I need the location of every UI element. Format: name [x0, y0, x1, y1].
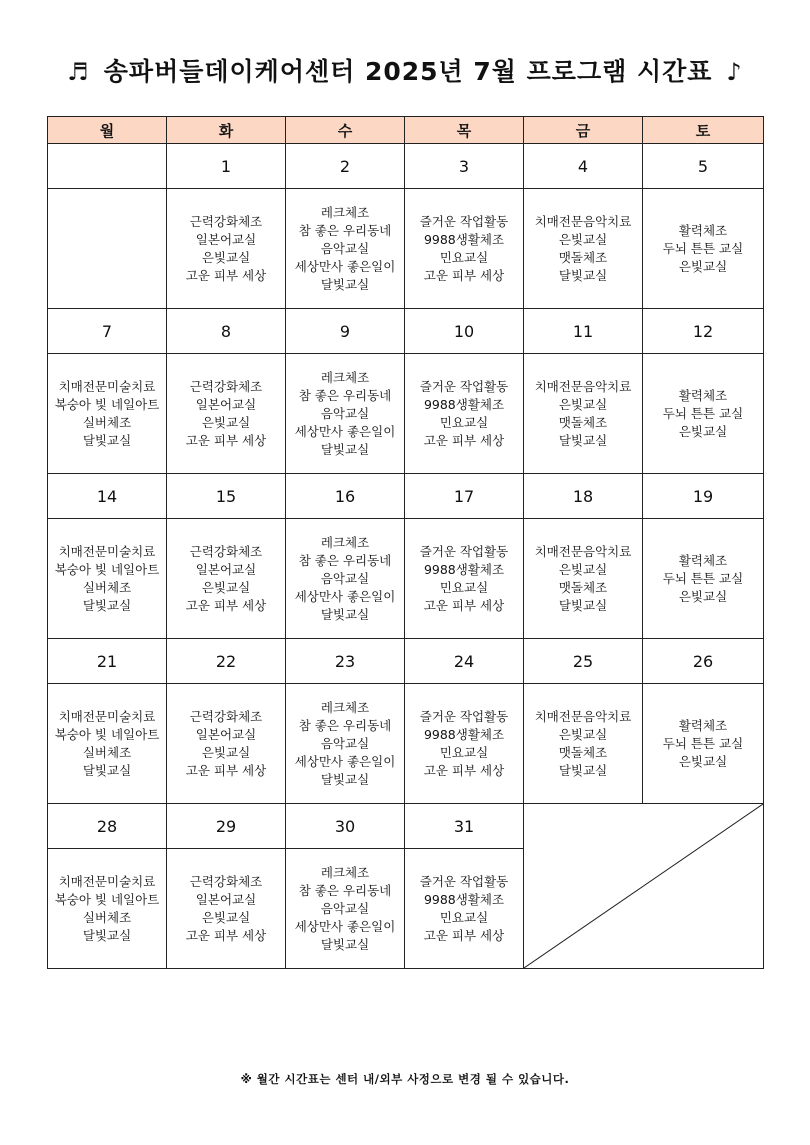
program-item: 고운 피부 세상	[423, 432, 505, 448]
program-item: 은빛교실	[201, 414, 251, 430]
date-cell: 9	[286, 309, 405, 354]
program-item: 복숭아 빛 네일아트	[54, 561, 160, 577]
program-cell	[524, 354, 643, 474]
program-cell	[167, 189, 286, 309]
program-item: 치매전문음악치료	[534, 708, 632, 724]
program-cell	[524, 519, 643, 639]
program-cell	[524, 189, 643, 309]
program-item: 민요교실	[439, 909, 489, 925]
date-cell: 12	[643, 309, 764, 354]
program-item: 두뇌 튼튼 교실	[662, 405, 744, 421]
program-cell	[48, 849, 167, 969]
date-cell: 16	[286, 474, 405, 519]
program-item: 고운 피부 세상	[423, 597, 505, 613]
date-cell: 2	[286, 144, 405, 189]
program-item: 레크체조	[320, 699, 370, 715]
program-cell	[286, 189, 405, 309]
program-item: 복숭아 빛 네일아트	[54, 891, 160, 907]
date-cell: 24	[405, 639, 524, 684]
date-cell: 25	[524, 639, 643, 684]
date-cell: 21	[48, 639, 167, 684]
program-item: 맷돌체조	[558, 249, 608, 265]
program-item: 맷돌체조	[558, 744, 608, 760]
title-text: 송파버들데이케어센터 2025년 7월 프로그램 시간표	[103, 57, 713, 86]
diagonal-line	[524, 804, 763, 968]
program-item: 즐거운 작업활동	[419, 873, 509, 889]
program-item: 즐거운 작업활동	[419, 708, 509, 724]
date-row	[48, 804, 764, 849]
date-row	[48, 144, 764, 189]
program-cell	[405, 189, 524, 309]
program-item: 실버체조	[82, 579, 132, 595]
program-item: 고운 피부 세상	[185, 267, 267, 283]
program-item: 참 좋은 우리동네	[298, 717, 392, 733]
date-row	[48, 639, 764, 684]
empty-diagonal-cell	[524, 804, 764, 969]
weekday-header-fri: 금	[524, 117, 643, 144]
date-cell	[48, 144, 167, 189]
program-item: 9988생활체조	[423, 891, 505, 907]
program-item: 실버체조	[82, 414, 132, 430]
program-item: 즐거운 작업활동	[419, 378, 509, 394]
program-item: 활력체조	[678, 222, 728, 238]
program-cell	[643, 519, 764, 639]
program-item: 은빛교실	[678, 258, 728, 274]
program-item: 두뇌 튼튼 교실	[662, 240, 744, 256]
program-item: 레크체조	[320, 864, 370, 880]
program-item: 달빛교실	[320, 606, 370, 622]
program-cell	[405, 519, 524, 639]
program-item: 달빛교실	[82, 927, 132, 943]
program-item: 치매전문미술치료	[58, 873, 156, 889]
date-cell: 11	[524, 309, 643, 354]
program-item: 세상만사 좋은일이	[294, 423, 396, 439]
weekday-header-sat: 토	[643, 117, 764, 144]
program-item: 은빛교실	[678, 753, 728, 769]
weekday-header-thu: 목	[405, 117, 524, 144]
program-item: 고운 피부 세상	[185, 597, 267, 613]
program-cell	[167, 519, 286, 639]
date-cell: 10	[405, 309, 524, 354]
program-item: 레크체조	[320, 204, 370, 220]
program-cell	[167, 684, 286, 804]
date-cell: 23	[286, 639, 405, 684]
program-cell	[286, 849, 405, 969]
date-cell: 28	[48, 804, 167, 849]
program-item: 음악교실	[320, 735, 370, 751]
date-cell: 18	[524, 474, 643, 519]
program-item: 실버체조	[82, 744, 132, 760]
program-item: 9988생활체조	[423, 231, 505, 247]
program-item: 활력체조	[678, 552, 728, 568]
program-item: 음악교실	[320, 405, 370, 421]
program-item: 세상만사 좋은일이	[294, 918, 396, 934]
program-item: 참 좋은 우리동네	[298, 222, 392, 238]
program-item: 근력강화체조	[189, 873, 263, 889]
program-cell	[48, 519, 167, 639]
program-cell	[405, 849, 524, 969]
program-item: 달빛교실	[558, 432, 608, 448]
program-item: 레크체조	[320, 369, 370, 385]
program-item: 근력강화체조	[189, 543, 263, 559]
date-row	[48, 309, 764, 354]
date-cell: 14	[48, 474, 167, 519]
date-cell: 31	[405, 804, 524, 849]
date-cell: 7	[48, 309, 167, 354]
program-item: 달빛교실	[82, 597, 132, 613]
program-item: 9988생활체조	[423, 396, 505, 412]
program-item: 일본어교실	[195, 891, 257, 907]
program-cell	[643, 684, 764, 804]
weekday-header-wed: 수	[286, 117, 405, 144]
program-row	[48, 189, 764, 309]
program-row	[48, 519, 764, 639]
date-row	[48, 474, 764, 519]
date-cell: 22	[167, 639, 286, 684]
program-item: 일본어교실	[195, 231, 257, 247]
program-item: 참 좋은 우리동네	[298, 882, 392, 898]
program-item: 은빛교실	[558, 561, 608, 577]
program-item: 고운 피부 세상	[185, 762, 267, 778]
program-item: 달빛교실	[320, 771, 370, 787]
date-cell: 1	[167, 144, 286, 189]
program-item: 음악교실	[320, 900, 370, 916]
program-cell	[167, 849, 286, 969]
program-item: 음악교실	[320, 570, 370, 586]
program-item: 활력체조	[678, 387, 728, 403]
program-item: 두뇌 튼튼 교실	[662, 735, 744, 751]
program-cell	[643, 189, 764, 309]
program-row	[48, 684, 764, 804]
program-item: 치매전문미술치료	[58, 708, 156, 724]
footnote: ※ 월간 시간표는 센터 내/외부 사정으로 변경 될 수 있습니다.	[240, 1072, 570, 1086]
schedule-body	[48, 144, 764, 969]
program-cell	[524, 684, 643, 804]
program-item: 레크체조	[320, 534, 370, 550]
program-cell	[405, 684, 524, 804]
program-item: 치매전문음악치료	[534, 543, 632, 559]
program-item: 근력강화체조	[189, 213, 263, 229]
program-item: 9988생활체조	[423, 561, 505, 577]
program-item: 고운 피부 세상	[185, 927, 267, 943]
program-item: 달빛교실	[320, 276, 370, 292]
program-item: 달빛교실	[558, 762, 608, 778]
program-item: 은빛교실	[201, 909, 251, 925]
weekday-header-row	[48, 117, 764, 144]
program-item: 맷돌체조	[558, 414, 608, 430]
program-item: 치매전문음악치료	[534, 378, 632, 394]
program-item: 달빛교실	[82, 432, 132, 448]
date-cell: 29	[167, 804, 286, 849]
program-item: 복숭아 빛 네일아트	[54, 396, 160, 412]
program-cell	[643, 354, 764, 474]
program-item: 달빛교실	[558, 597, 608, 613]
program-item: 은빛교실	[201, 744, 251, 760]
program-item: 일본어교실	[195, 561, 257, 577]
program-item: 9988생활체조	[423, 726, 505, 742]
program-item: 은빛교실	[678, 423, 728, 439]
program-item: 치매전문음악치료	[534, 213, 632, 229]
program-item: 은빛교실	[201, 249, 251, 265]
weekday-header-mon: 월	[48, 117, 167, 144]
program-item: 즐거운 작업활동	[419, 543, 509, 559]
program-item: 세상만사 좋은일이	[294, 588, 396, 604]
date-cell: 4	[524, 144, 643, 189]
program-item: 치매전문미술치료	[58, 543, 156, 559]
program-item: 실버체조	[82, 909, 132, 925]
date-cell: 19	[643, 474, 764, 519]
program-item: 민요교실	[439, 414, 489, 430]
program-item: 민요교실	[439, 579, 489, 595]
program-item: 민요교실	[439, 249, 489, 265]
program-item: 달빛교실	[320, 441, 370, 457]
program-item: 은빛교실	[558, 231, 608, 247]
program-item: 달빛교실	[82, 762, 132, 778]
program-cell	[48, 354, 167, 474]
program-item: 즐거운 작업활동	[419, 213, 509, 229]
program-item: 복숭아 빛 네일아트	[54, 726, 160, 742]
program-item: 세상만사 좋은일이	[294, 753, 396, 769]
date-cell: 8	[167, 309, 286, 354]
program-item: 달빛교실	[558, 267, 608, 283]
program-item: 음악교실	[320, 240, 370, 256]
program-cell	[405, 354, 524, 474]
program-item: 달빛교실	[320, 936, 370, 952]
program-item: 민요교실	[439, 744, 489, 760]
program-item: 일본어교실	[195, 396, 257, 412]
date-cell: 30	[286, 804, 405, 849]
program-item: 세상만사 좋은일이	[294, 258, 396, 274]
program-item: 참 좋은 우리동네	[298, 552, 392, 568]
program-item: 치매전문미술치료	[58, 378, 156, 394]
program-item: 고운 피부 세상	[185, 432, 267, 448]
program-item: 은빛교실	[678, 588, 728, 604]
program-cell	[286, 519, 405, 639]
program-item: 근력강화체조	[189, 378, 263, 394]
program-cell	[286, 354, 405, 474]
weekday-header-tue: 화	[167, 117, 286, 144]
program-item: 일본어교실	[195, 726, 257, 742]
date-cell: 5	[643, 144, 764, 189]
date-cell: 3	[405, 144, 524, 189]
program-cell	[286, 684, 405, 804]
program-item: 은빛교실	[558, 396, 608, 412]
program-item: 활력체조	[678, 717, 728, 733]
program-cell	[48, 684, 167, 804]
date-cell: 26	[643, 639, 764, 684]
music-note-left-icon: ♬	[67, 58, 90, 86]
program-item: 근력강화체조	[189, 708, 263, 724]
program-item: 두뇌 튼튼 교실	[662, 570, 744, 586]
date-cell: 15	[167, 474, 286, 519]
program-item: 은빛교실	[201, 579, 251, 595]
music-note-right-icon: ♪	[726, 58, 743, 86]
program-cell	[48, 189, 167, 309]
program-row	[48, 354, 764, 474]
page-title	[0, 52, 810, 88]
program-item: 고운 피부 세상	[423, 927, 505, 943]
program-cell	[167, 354, 286, 474]
date-cell: 17	[405, 474, 524, 519]
diagonal-slash	[524, 804, 763, 968]
program-item: 고운 피부 세상	[423, 267, 505, 283]
program-item: 참 좋은 우리동네	[298, 387, 392, 403]
program-item: 맷돌체조	[558, 579, 608, 595]
program-item: 은빛교실	[558, 726, 608, 742]
schedule-table	[47, 116, 764, 969]
program-item: 고운 피부 세상	[423, 762, 505, 778]
